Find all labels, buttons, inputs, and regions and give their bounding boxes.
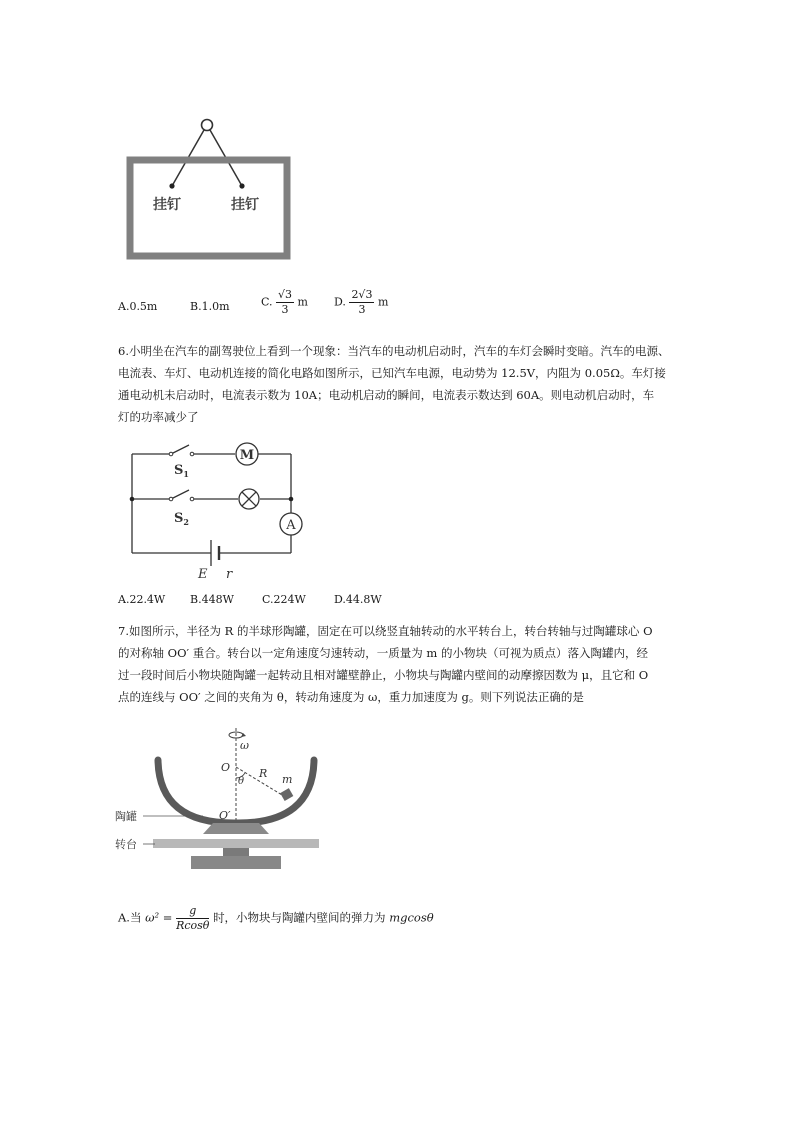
switch-s1-label: $S_1$	[174, 463, 189, 479]
pot-label: 陶罐	[115, 810, 137, 823]
q5-option-d	[334, 288, 388, 317]
q6-option-d: D.44.8W	[334, 593, 382, 606]
nail-label-right: 挂钉	[231, 197, 259, 213]
q7-option-a	[118, 904, 434, 933]
small-block	[280, 788, 293, 801]
turntable-stem	[223, 848, 249, 856]
q6-line-2: 电流表、车灯、电动机连接的简化电路如图所示，已知汽车电源，电动势为 12.5V，内阻为 0.05Ω。车灯接	[118, 366, 666, 380]
q6-line-4: 灯的功率减少了	[118, 410, 199, 424]
turntable-base	[191, 856, 281, 869]
switch-s1-contact-left	[169, 452, 173, 456]
hanging-frame-figure	[118, 112, 298, 260]
internal-resistance-label: r	[226, 567, 233, 582]
rotation-arrow-head	[241, 733, 246, 737]
turntable-label: 转台	[115, 838, 137, 851]
lamp-symbol	[239, 489, 259, 509]
omega-label: ω	[240, 739, 249, 752]
q7-option-a-fraction	[176, 904, 209, 933]
switch-s2-label: $S_2$	[174, 511, 189, 527]
switch-s2-blade	[171, 490, 189, 499]
q5-option-d-unit: m	[377, 295, 389, 309]
q6-line-3: 通电动机未启动时，电流表示数为 10A；电动机启动的瞬间，电流表示数达到 60A。则电动机启动时，车	[118, 388, 655, 402]
nail-right-dot	[239, 183, 244, 188]
center-o-label: O	[221, 761, 231, 774]
q5-option-b: B.1.0m	[190, 300, 230, 313]
q5-option-d-prefix: D.	[334, 295, 346, 309]
pot-base	[203, 823, 269, 834]
theta-label: θ	[238, 776, 245, 787]
q5-option-d-num: 2√3	[351, 288, 373, 301]
motor-label: M	[239, 448, 255, 463]
q7-option-a-num: g	[176, 904, 209, 919]
q5-option-d-fraction	[349, 288, 374, 317]
question-6-text	[118, 340, 678, 428]
q7-line-1: 7.如图所示，半径为 R 的半球形陶罐，固定在可以绕竖直轴转动的水平转台上，转台转轴与过陶罐球心 O	[118, 624, 653, 638]
turntable-top	[153, 839, 319, 848]
hook-ring	[202, 120, 213, 131]
q6-line-1: 6.小明坐在汽车的副驾驶位上看到一个现象：当汽车的电动机启动时，汽车的车灯会瞬时变暗。汽车的电源、	[118, 344, 670, 358]
switch-s1-blade	[171, 445, 189, 454]
nail-left-dot	[169, 183, 174, 188]
q7-option-a-answer: mgcosθ	[389, 910, 434, 925]
junction-left	[130, 497, 135, 502]
ammeter-label: A	[286, 518, 296, 533]
q5-option-c	[261, 288, 308, 317]
junction-right	[289, 497, 294, 502]
question-7-text	[118, 620, 678, 708]
q6-option-a: A.22.4W	[118, 593, 166, 606]
switch-s2-contact-right	[190, 497, 194, 501]
q5-option-c-fraction	[276, 288, 294, 317]
q7-line-2: 的对称轴 OO′ 重合。转台以一定角速度匀速转动，一质量为 m 的小物块（可视为质点）落入陶罐内，经	[118, 646, 648, 660]
pot-turntable-figure	[115, 720, 365, 880]
mass-label: m	[282, 773, 293, 786]
q7-option-a-lhs: ω² =	[145, 910, 173, 925]
q5-option-c-unit: m	[297, 295, 308, 309]
q7-option-a-suffix: 时，小物块与陶罐内壁间的弹力为	[213, 910, 386, 925]
switch-s1-contact-right	[190, 452, 194, 456]
q6-option-b: B.448W	[190, 593, 234, 606]
q5-option-c-num: √3	[278, 288, 293, 301]
emf-label: E	[198, 567, 208, 582]
circuit-diagram	[118, 436, 308, 584]
q6-option-c: C.224W	[262, 593, 306, 606]
switch-s2-contact-left	[169, 497, 173, 501]
nail-label-left: 挂钉	[153, 197, 181, 213]
q5-option-a: A.0.5m	[118, 300, 158, 313]
q7-option-a-prefix: A.当	[118, 910, 142, 925]
q5-option-c-prefix: C.	[261, 295, 273, 309]
q7-line-4: 点的连线与 OO′ 之间的夹角为 θ，转动角速度为 ω，重力加速度为 g。则下列说法正确的是	[118, 690, 584, 704]
q7-line-3: 过一段时间后小物块随陶罐一起转动且相对罐壁静止，小物块与陶罐内壁间的动摩擦因数为 μ，且它和 O	[118, 668, 649, 682]
bottom-o-prime-label: O′	[219, 809, 231, 822]
q7-option-a-den: Rcosθ	[176, 919, 210, 932]
q5-option-c-den: 3	[281, 303, 289, 316]
radius-label: R	[259, 767, 268, 780]
q5-option-d-den: 3	[358, 303, 366, 316]
